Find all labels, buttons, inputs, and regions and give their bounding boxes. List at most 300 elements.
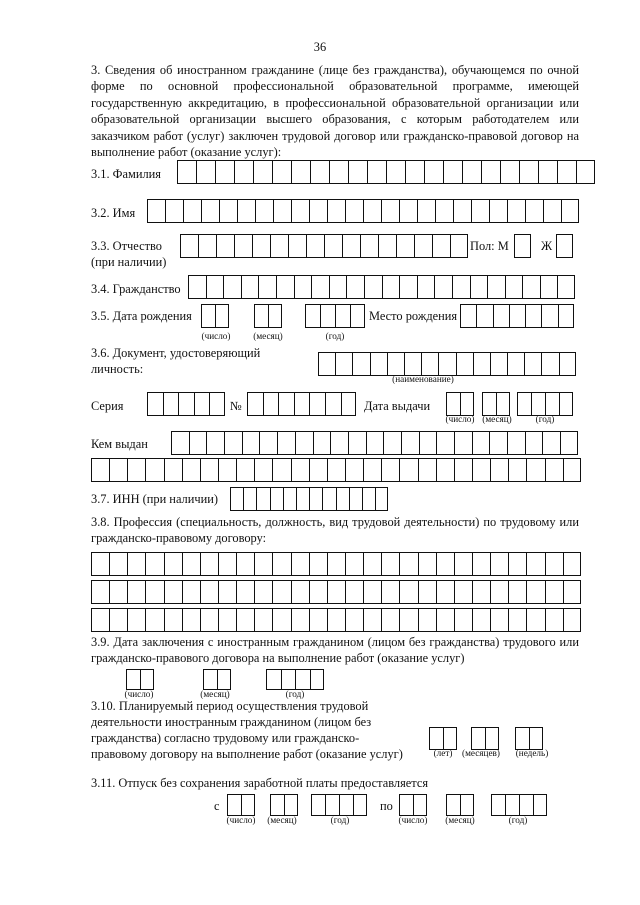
char-box[interactable]	[201, 199, 219, 223]
char-box[interactable]	[526, 458, 544, 482]
char-box[interactable]	[237, 199, 255, 223]
char-box[interactable]	[329, 160, 348, 184]
char-box[interactable]	[345, 608, 363, 632]
char-box[interactable]	[91, 608, 109, 632]
char-box[interactable]	[485, 727, 499, 750]
char-box[interactable]	[311, 275, 329, 299]
char-box[interactable]	[206, 275, 224, 299]
char-box[interactable]	[366, 431, 384, 455]
char-box[interactable]	[429, 727, 443, 750]
char-box[interactable]	[198, 234, 216, 258]
char-box[interactable]	[559, 392, 573, 416]
char-box[interactable]	[531, 392, 545, 416]
char-box[interactable]	[145, 552, 163, 576]
char-box[interactable]	[526, 580, 544, 604]
char-box[interactable]	[560, 431, 578, 455]
char-box[interactable]	[487, 275, 505, 299]
char-box[interactable]	[342, 234, 360, 258]
char-box[interactable]	[178, 392, 194, 416]
char-box[interactable]	[470, 275, 488, 299]
char-box[interactable]	[327, 608, 345, 632]
period-weeks-cells[interactable]	[515, 727, 543, 750]
leave-to-year-cells[interactable]	[491, 794, 547, 816]
char-box[interactable]	[91, 580, 109, 604]
char-box[interactable]	[533, 794, 547, 816]
sex-female-cell[interactable]	[556, 234, 573, 258]
char-box[interactable]	[446, 392, 460, 416]
sex-male-cell[interactable]	[514, 234, 531, 258]
char-box[interactable]	[258, 275, 276, 299]
char-box[interactable]	[472, 458, 490, 482]
leave-to-month-cells[interactable]	[446, 794, 474, 816]
char-box[interactable]	[218, 580, 236, 604]
leave-to-day-cells[interactable]	[399, 794, 427, 816]
char-box[interactable]	[418, 458, 436, 482]
char-box[interactable]	[454, 458, 472, 482]
char-box[interactable]	[273, 199, 291, 223]
char-box[interactable]	[545, 458, 563, 482]
char-box[interactable]	[507, 199, 525, 223]
char-box[interactable]	[352, 352, 369, 376]
leave-from-month-cells[interactable]	[270, 794, 298, 816]
char-box[interactable]	[109, 608, 127, 632]
char-box[interactable]	[201, 304, 215, 328]
char-box[interactable]	[127, 580, 145, 604]
char-box[interactable]	[556, 234, 573, 258]
char-box[interactable]	[378, 234, 396, 258]
char-box[interactable]	[542, 431, 560, 455]
char-box[interactable]	[254, 608, 272, 632]
char-box[interactable]	[456, 352, 473, 376]
char-box[interactable]	[436, 458, 454, 482]
char-box[interactable]	[489, 199, 507, 223]
char-box[interactable]	[291, 160, 310, 184]
char-box[interactable]	[381, 552, 399, 576]
char-box[interactable]	[508, 552, 526, 576]
char-box[interactable]	[381, 580, 399, 604]
char-box[interactable]	[525, 199, 543, 223]
char-box[interactable]	[381, 608, 399, 632]
char-box[interactable]	[363, 458, 381, 482]
char-box[interactable]	[452, 275, 470, 299]
char-box[interactable]	[127, 552, 145, 576]
char-box[interactable]	[558, 304, 574, 328]
char-box[interactable]	[561, 199, 579, 223]
char-box[interactable]	[309, 580, 327, 604]
char-box[interactable]	[305, 304, 320, 328]
char-box[interactable]	[490, 458, 508, 482]
char-box[interactable]	[557, 160, 576, 184]
char-box[interactable]	[91, 552, 109, 576]
char-box[interactable]	[526, 608, 544, 632]
birth-day-cells[interactable]	[201, 304, 229, 328]
char-box[interactable]	[381, 199, 399, 223]
period-months-cells[interactable]	[471, 727, 499, 750]
char-box[interactable]	[346, 275, 364, 299]
char-box[interactable]	[515, 727, 529, 750]
char-box[interactable]	[209, 392, 225, 416]
issued-by-cells-1[interactable]	[171, 431, 578, 455]
char-box[interactable]	[276, 275, 294, 299]
char-box[interactable]	[309, 487, 322, 511]
char-box[interactable]	[404, 352, 421, 376]
char-box[interactable]	[399, 552, 417, 576]
char-box[interactable]	[350, 304, 365, 328]
char-box[interactable]	[472, 580, 490, 604]
char-box[interactable]	[496, 392, 510, 416]
char-box[interactable]	[145, 458, 163, 482]
char-box[interactable]	[450, 234, 468, 258]
char-box[interactable]	[517, 392, 531, 416]
char-box[interactable]	[127, 608, 145, 632]
char-box[interactable]	[519, 794, 533, 816]
char-box[interactable]	[243, 487, 256, 511]
char-box[interactable]	[165, 199, 183, 223]
char-box[interactable]	[434, 275, 452, 299]
char-box[interactable]	[363, 608, 381, 632]
char-box[interactable]	[327, 552, 345, 576]
char-box[interactable]	[386, 160, 405, 184]
char-box[interactable]	[223, 275, 241, 299]
char-box[interactable]	[339, 794, 353, 816]
char-box[interactable]	[500, 160, 519, 184]
char-box[interactable]	[353, 794, 367, 816]
char-box[interactable]	[490, 552, 508, 576]
char-box[interactable]	[541, 304, 557, 328]
char-box[interactable]	[443, 727, 457, 750]
char-box[interactable]	[330, 431, 348, 455]
char-box[interactable]	[217, 669, 231, 690]
char-box[interactable]	[335, 304, 350, 328]
contract-month-cells[interactable]	[203, 669, 231, 690]
char-box[interactable]	[227, 794, 241, 816]
char-box[interactable]	[309, 552, 327, 576]
char-box[interactable]	[401, 431, 419, 455]
char-box[interactable]	[329, 275, 347, 299]
char-box[interactable]	[543, 199, 561, 223]
char-box[interactable]	[399, 275, 417, 299]
char-box[interactable]	[218, 552, 236, 576]
birth-place-cells[interactable]	[460, 304, 574, 328]
char-box[interactable]	[200, 552, 218, 576]
char-box[interactable]	[309, 608, 327, 632]
char-box[interactable]	[294, 392, 310, 416]
char-box[interactable]	[270, 794, 284, 816]
char-box[interactable]	[278, 392, 294, 416]
char-box[interactable]	[272, 458, 290, 482]
char-box[interactable]	[472, 608, 490, 632]
char-box[interactable]	[306, 234, 324, 258]
char-box[interactable]	[288, 234, 306, 258]
char-box[interactable]	[399, 608, 417, 632]
char-box[interactable]	[545, 392, 559, 416]
char-box[interactable]	[396, 234, 414, 258]
char-box[interactable]	[336, 487, 349, 511]
char-box[interactable]	[182, 580, 200, 604]
char-box[interactable]	[215, 160, 234, 184]
char-box[interactable]	[345, 199, 363, 223]
birth-year-cells[interactable]	[305, 304, 365, 328]
char-box[interactable]	[435, 199, 453, 223]
char-box[interactable]	[505, 794, 519, 816]
char-box[interactable]	[200, 580, 218, 604]
char-box[interactable]	[270, 487, 283, 511]
char-box[interactable]	[460, 794, 474, 816]
char-box[interactable]	[345, 580, 363, 604]
char-box[interactable]	[545, 552, 563, 576]
char-box[interactable]	[363, 580, 381, 604]
char-box[interactable]	[436, 580, 454, 604]
char-box[interactable]	[272, 580, 290, 604]
char-box[interactable]	[417, 199, 435, 223]
char-box[interactable]	[218, 458, 236, 482]
char-box[interactable]	[557, 275, 575, 299]
char-box[interactable]	[460, 304, 476, 328]
char-box[interactable]	[254, 580, 272, 604]
char-box[interactable]	[188, 275, 206, 299]
char-box[interactable]	[541, 352, 558, 376]
char-box[interactable]	[508, 580, 526, 604]
char-box[interactable]	[253, 160, 272, 184]
char-box[interactable]	[364, 275, 382, 299]
char-box[interactable]	[295, 431, 313, 455]
char-box[interactable]	[417, 275, 435, 299]
char-box[interactable]	[291, 608, 309, 632]
char-box[interactable]	[563, 580, 581, 604]
char-box[interactable]	[283, 487, 296, 511]
char-box[interactable]	[216, 234, 234, 258]
char-box[interactable]	[443, 160, 462, 184]
char-box[interactable]	[218, 608, 236, 632]
char-box[interactable]	[325, 392, 341, 416]
char-box[interactable]	[383, 431, 401, 455]
char-box[interactable]	[345, 552, 363, 576]
char-box[interactable]	[413, 794, 427, 816]
char-box[interactable]	[363, 199, 381, 223]
document-name-cells[interactable]	[318, 352, 576, 376]
char-box[interactable]	[454, 608, 472, 632]
char-box[interactable]	[436, 431, 454, 455]
char-box[interactable]	[348, 160, 367, 184]
char-box[interactable]	[476, 304, 492, 328]
char-box[interactable]	[327, 580, 345, 604]
leave-from-year-cells[interactable]	[311, 794, 367, 816]
char-box[interactable]	[295, 669, 310, 690]
char-box[interactable]	[310, 160, 329, 184]
char-box[interactable]	[296, 487, 309, 511]
char-box[interactable]	[196, 160, 215, 184]
char-box[interactable]	[399, 199, 417, 223]
char-box[interactable]	[263, 392, 279, 416]
char-box[interactable]	[454, 552, 472, 576]
char-box[interactable]	[545, 580, 563, 604]
char-box[interactable]	[311, 794, 325, 816]
issue-day-cells[interactable]	[446, 392, 474, 416]
issue-year-cells[interactable]	[517, 392, 573, 416]
char-box[interactable]	[241, 275, 259, 299]
char-box[interactable]	[462, 160, 481, 184]
char-box[interactable]	[363, 552, 381, 576]
char-box[interactable]	[180, 234, 198, 258]
char-box[interactable]	[91, 458, 109, 482]
inn-cells[interactable]	[230, 487, 388, 511]
char-box[interactable]	[421, 352, 438, 376]
char-box[interactable]	[335, 352, 352, 376]
char-box[interactable]	[360, 234, 378, 258]
char-box[interactable]	[493, 304, 509, 328]
char-box[interactable]	[419, 431, 437, 455]
char-box[interactable]	[203, 669, 217, 690]
char-box[interactable]	[490, 608, 508, 632]
char-box[interactable]	[436, 552, 454, 576]
char-box[interactable]	[345, 458, 363, 482]
char-box[interactable]	[399, 794, 413, 816]
char-box[interactable]	[491, 794, 505, 816]
char-box[interactable]	[471, 199, 489, 223]
patronymic-cells[interactable]	[180, 234, 468, 258]
char-box[interactable]	[266, 669, 281, 690]
char-box[interactable]	[206, 431, 224, 455]
char-box[interactable]	[489, 431, 507, 455]
char-box[interactable]	[309, 458, 327, 482]
char-box[interactable]	[171, 431, 189, 455]
char-box[interactable]	[349, 487, 362, 511]
char-box[interactable]	[438, 352, 455, 376]
char-box[interactable]	[252, 234, 270, 258]
citizenship-cells[interactable]	[188, 275, 575, 299]
char-box[interactable]	[481, 160, 500, 184]
char-box[interactable]	[375, 487, 388, 511]
char-box[interactable]	[519, 160, 538, 184]
char-box[interactable]	[255, 199, 273, 223]
char-box[interactable]	[545, 608, 563, 632]
char-box[interactable]	[309, 392, 325, 416]
char-box[interactable]	[563, 552, 581, 576]
char-box[interactable]	[272, 160, 291, 184]
contract-year-cells[interactable]	[266, 669, 324, 690]
char-box[interactable]	[254, 552, 272, 576]
char-box[interactable]	[164, 458, 182, 482]
char-box[interactable]	[382, 275, 400, 299]
char-box[interactable]	[313, 431, 331, 455]
char-box[interactable]	[242, 431, 260, 455]
char-box[interactable]	[268, 304, 282, 328]
char-box[interactable]	[418, 580, 436, 604]
char-box[interactable]	[387, 352, 404, 376]
char-box[interactable]	[472, 552, 490, 576]
char-box[interactable]	[522, 275, 540, 299]
leave-from-day-cells[interactable]	[227, 794, 255, 816]
char-box[interactable]	[418, 552, 436, 576]
char-box[interactable]	[524, 352, 541, 376]
char-box[interactable]	[538, 160, 557, 184]
char-box[interactable]	[177, 160, 196, 184]
profession-cells-1[interactable]	[91, 552, 581, 576]
char-box[interactable]	[399, 458, 417, 482]
char-box[interactable]	[490, 352, 507, 376]
char-box[interactable]	[310, 669, 325, 690]
number-cells[interactable]	[247, 392, 356, 416]
char-box[interactable]	[482, 392, 496, 416]
char-box[interactable]	[540, 275, 558, 299]
char-box[interactable]	[446, 794, 460, 816]
char-box[interactable]	[259, 431, 277, 455]
char-box[interactable]	[472, 431, 490, 455]
char-box[interactable]	[525, 304, 541, 328]
char-box[interactable]	[327, 458, 345, 482]
char-box[interactable]	[508, 608, 526, 632]
char-box[interactable]	[140, 669, 154, 690]
char-box[interactable]	[230, 487, 243, 511]
char-box[interactable]	[362, 487, 375, 511]
char-box[interactable]	[576, 160, 595, 184]
birth-month-cells[interactable]	[254, 304, 282, 328]
char-box[interactable]	[145, 580, 163, 604]
char-box[interactable]	[200, 608, 218, 632]
char-box[interactable]	[194, 392, 210, 416]
char-box[interactable]	[200, 458, 218, 482]
profession-cells-2[interactable]	[91, 580, 581, 604]
char-box[interactable]	[432, 234, 450, 258]
char-box[interactable]	[508, 458, 526, 482]
char-box[interactable]	[348, 431, 366, 455]
char-box[interactable]	[405, 160, 424, 184]
char-box[interactable]	[454, 580, 472, 604]
char-box[interactable]	[272, 552, 290, 576]
char-box[interactable]	[219, 199, 237, 223]
char-box[interactable]	[460, 392, 474, 416]
issued-by-cells-2[interactable]	[91, 458, 581, 482]
char-box[interactable]	[236, 552, 254, 576]
char-box[interactable]	[507, 431, 525, 455]
char-box[interactable]	[529, 727, 543, 750]
char-box[interactable]	[559, 352, 576, 376]
char-box[interactable]	[514, 234, 531, 258]
char-box[interactable]	[291, 552, 309, 576]
char-box[interactable]	[418, 608, 436, 632]
char-box[interactable]	[215, 304, 229, 328]
contract-day-cells[interactable]	[126, 669, 154, 690]
char-box[interactable]	[525, 431, 543, 455]
char-box[interactable]	[284, 794, 298, 816]
name-cells[interactable]	[147, 199, 579, 223]
char-box[interactable]	[526, 552, 544, 576]
char-box[interactable]	[324, 234, 342, 258]
char-box[interactable]	[254, 458, 272, 482]
char-box[interactable]	[126, 669, 140, 690]
char-box[interactable]	[399, 580, 417, 604]
char-box[interactable]	[224, 431, 242, 455]
char-box[interactable]	[182, 608, 200, 632]
profession-cells-3[interactable]	[91, 608, 581, 632]
char-box[interactable]	[147, 392, 163, 416]
char-box[interactable]	[163, 392, 179, 416]
char-box[interactable]	[189, 431, 207, 455]
char-box[interactable]	[341, 392, 357, 416]
char-box[interactable]	[563, 608, 581, 632]
char-box[interactable]	[182, 552, 200, 576]
char-box[interactable]	[509, 304, 525, 328]
char-box[interactable]	[109, 552, 127, 576]
char-box[interactable]	[414, 234, 432, 258]
char-box[interactable]	[236, 458, 254, 482]
char-box[interactable]	[145, 608, 163, 632]
char-box[interactable]	[256, 487, 269, 511]
char-box[interactable]	[309, 199, 327, 223]
series-cells[interactable]	[147, 392, 225, 416]
char-box[interactable]	[563, 458, 581, 482]
char-box[interactable]	[272, 608, 290, 632]
